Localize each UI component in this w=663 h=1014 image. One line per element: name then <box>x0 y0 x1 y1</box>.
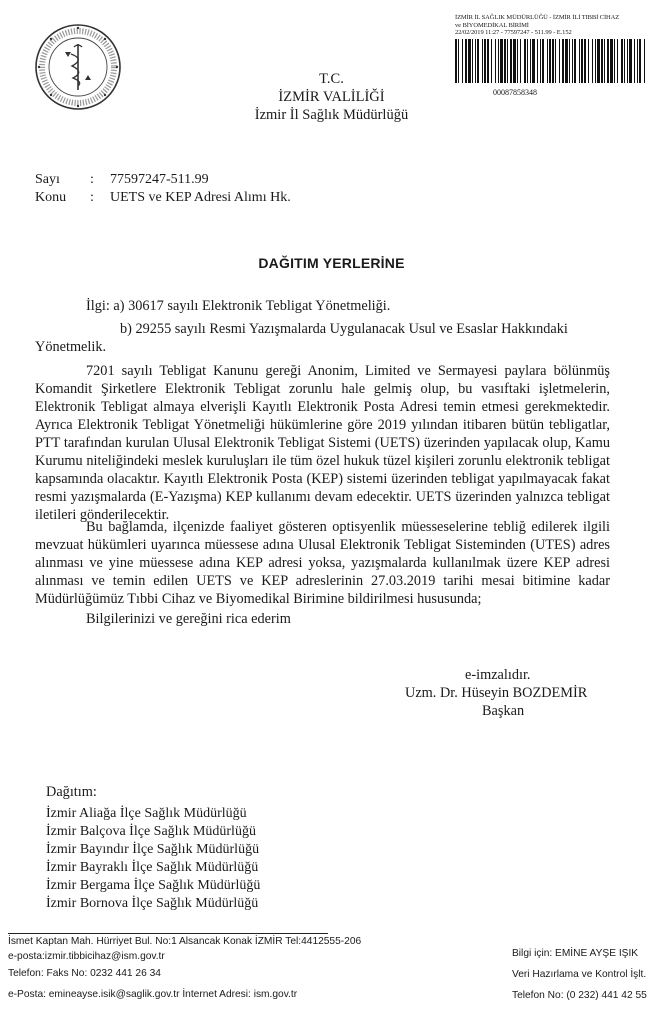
barcode-number: 00087858348 <box>493 87 537 97</box>
list-item: İzmir Bergama İlçe Sağlık Müdürlüğü <box>46 878 261 893</box>
konu-row <box>35 190 291 206</box>
ilgi-b: b) 29255 sayılı Resmi Yazışmalarda Uygulanacak Usul ve Esaslar Hakkındaki <box>120 321 568 337</box>
sayi-value: 77597247-511.99 <box>110 172 209 187</box>
footer-divider <box>8 933 328 934</box>
list-item: İzmir Bayraklı İlçe Sağlık Müdürlüğü <box>46 860 259 875</box>
list-item: İzmir Bayındır İlçe Sağlık Müdürlüğü <box>46 842 260 857</box>
barcode-text-line: İZMİR İL SAĞLIK MÜDÜRLÜĞÜ - İZMİR İLİ TIBBİ CİHAZ <box>455 14 620 21</box>
footer-tel: Telefon No: (0 232) 441 42 55 <box>512 990 647 1001</box>
list-item: İzmir Balçova İlçe Sağlık Müdürlüğü <box>46 824 256 839</box>
konu-label: Konu <box>35 190 67 205</box>
ilgi-b-cont: Yönetmelik. <box>35 339 107 355</box>
signature-name: Uzm. Dr. Hüseyin BOZDEMİR <box>405 685 588 701</box>
konu-value: UETS ve KEP Adresi Alımı Hk. <box>110 190 291 205</box>
signature-title: Başkan <box>482 703 525 719</box>
footer-email-internet: e-Posta: emineayse.isik@saglik.gov.tr İnternet Adresi: ism.gov.tr <box>8 989 298 1000</box>
barcode-text-line: ve BİYOMEDİKAL BİRİMİ <box>455 21 529 29</box>
ilgi-a: a) 30617 sayılı Elektronik Tebligat Yönetmeliği. <box>113 298 391 314</box>
colon: : <box>90 190 94 205</box>
footer-info: Bilgi için: EMİNE AYŞE IŞIK <box>512 948 639 959</box>
colon: : <box>90 172 94 187</box>
signature-note: e-imzalıdır. <box>465 667 531 683</box>
sayi-row <box>35 172 209 188</box>
barcode-text-line: 22/02/2019 11:27 - 77597247 - 511.99 - E.152 <box>455 29 572 36</box>
ilgi-a-row <box>86 297 390 315</box>
paragraph-3: Bilgilerinizi ve gereğini rica ederim <box>86 611 291 627</box>
header-line-valilik: İZMİR VALİLİĞİ <box>278 89 385 105</box>
sayi-label: Sayı <box>35 172 60 187</box>
footer-phone: Telefon: Faks No: 0232 441 26 34 <box>8 968 161 979</box>
distribution-list <box>46 805 260 913</box>
footer-role: Veri Hazırlama ve Kontrol İşlt. <box>512 969 647 980</box>
paragraph-1: 7201 sayılı Tebligat Kanunu gereği Anonim, Limited ve Sermayesi paylara bölünmüş Komandit Şirketlere Elektronik Tebligat zorunlu hale gelmiş olup, bu vasıftaki işletmelerin, Elektronik Tebligat almaya elverişli Kayıtlı Elektronik Posta Adresi temin etmesi gerekmektedir. Ayrıca Elektronik Tebligat Yönetmeliği hükümlerine göre 2019 yılından itibaren bütün tebligatlar, PTT tarafından kurulan Ulusal Elektronik Tebligat Sistemi (UETS) üzerinden yapılacak olup, Kamu Kurumu niteliğindeki meslek kuruluşları ile tüm özel hukuk tüzel kişileri zorunlu elektronik tebligat kapsamında olacaktır. Kayıtlı Elektronik Posta (KEP) sistemi üzerinden tebligat yapılmayacak fakat resmi yazışmalarda (E-Yazışma) KEP kullanımı devam edecektir. UETS üzerinden yalnızca tebligat iletileri gönderilecektir. <box>35 363 610 523</box>
ilgi-label: İlgi: <box>86 298 110 314</box>
header-line-tc: T.C. <box>319 71 344 87</box>
footer-address: İsmet Kaptan Mah. Hürriyet Bul. No:1 Alsancak Konak İZMİR Tel:4412555-206 <box>8 936 362 947</box>
list-item: İzmir Bornova İlçe Sağlık Müdürlüğü <box>46 896 259 911</box>
header-line-mudurluk: İzmir İl Sağlık Müdürlüğü <box>254 107 409 123</box>
distribution-label: Dağıtım: <box>46 784 97 800</box>
distribution-title: DAĞITIM YERLERİNE <box>258 255 405 271</box>
paragraph-2: Bu bağlamda, ilçenizde faaliyet gösteren optisyenlik müesseselerine tebliğ edilerek ilgili mevzuat hükümleri uyarınca müessese adına Ulusal Elektronik Tebligat Sisteminden (UTES) adres alınması ve yine müessese adına KEP adresi yoksa, yazışmalarda kullanılmak üzere KEP adresi alınması ve temin edilen UETS ve KEP adreslerinin 27.03.2019 tarihi mesai bitimine kadar Müdürlüğümüz Tıbbi Cihaz ve Biyomedikal Birimine bildirilmesi hususunda; <box>35 519 610 607</box>
footer-email: e-posta:izmir.tibbicihaz@ism.gov.tr <box>8 951 165 962</box>
list-item: İzmir Aliağa İlçe Sağlık Müdürlüğü <box>46 806 247 821</box>
